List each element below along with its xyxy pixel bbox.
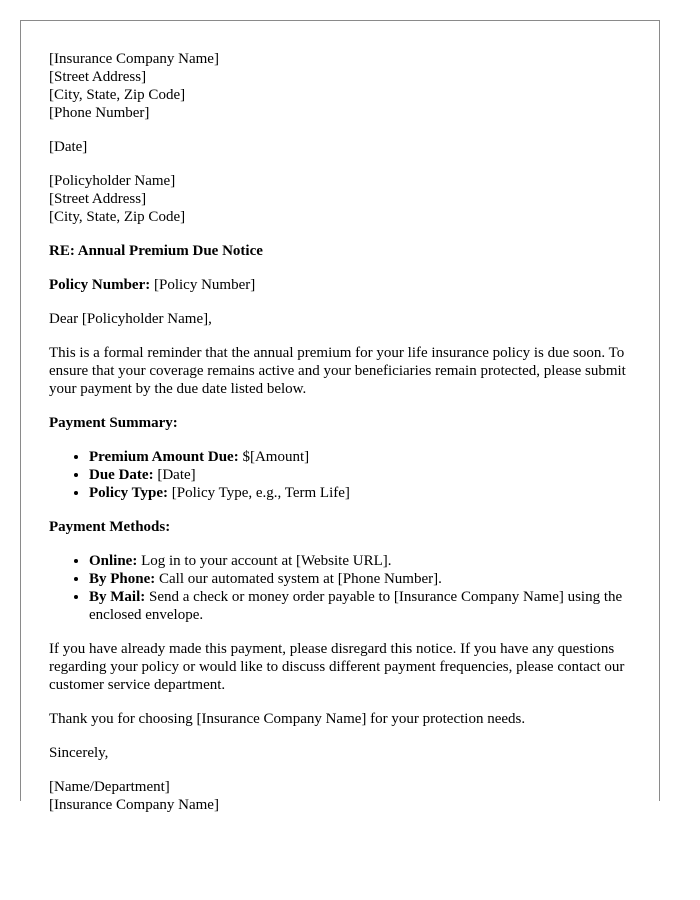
list-item-value: Send a check or money order payable to [Insurance Company Name] using the enclosed envelope. — [89, 589, 623, 623]
policy-number — [49, 276, 631, 294]
list-item-value: [Date] — [153, 467, 196, 483]
letter-date: [Date] — [49, 139, 88, 155]
thanks-paragraph: Thank you for choosing [Insurance Company Name] for your protection needs. — [49, 711, 526, 727]
sender-city: [City, State, Zip Code] — [49, 87, 186, 103]
recipient-name: [Policyholder Name] — [49, 173, 176, 189]
sender-phone: [Phone Number] — [49, 105, 150, 121]
payment-methods-list — [49, 552, 631, 624]
salutation: Dear [Policyholder Name], — [49, 311, 212, 327]
closing-paragraph: If you have already made this payment, please disregard this notice. If you have any questions regarding your policy or would like to discuss different payment frequencies, please contact our customer service department. — [49, 641, 625, 693]
signoff: Sincerely, — [49, 745, 109, 761]
letter-content — [21, 21, 659, 814]
list-item-value: Log in to your account at [Website URL]. — [137, 553, 392, 569]
list-item — [89, 552, 631, 570]
letter-page — [20, 20, 660, 813]
list-item-value: Call our automated system at [Phone Number]. — [155, 571, 442, 587]
list-item-label: By Phone: — [89, 571, 156, 587]
payment-summary-list — [49, 448, 631, 502]
policy-number-label: Policy Number: — [49, 277, 151, 293]
list-item — [89, 466, 631, 484]
sender-company: [Insurance Company Name] — [49, 51, 219, 67]
recipient-street: [Street Address] — [49, 191, 147, 207]
list-item — [89, 448, 631, 466]
sender-address — [49, 50, 631, 122]
intro-paragraph: This is a formal reminder that the annual premium for your life insurance policy is due soon. To ensure that your coverage remains active and your beneficiaries remain protected, please submit your payment by the due date listed below. — [49, 345, 626, 397]
list-item-label: Due Date: — [89, 467, 154, 483]
list-item-label: By Mail: — [89, 589, 146, 605]
signature-company: [Insurance Company Name] — [49, 797, 219, 813]
recipient-address — [49, 172, 631, 226]
list-item — [89, 570, 631, 588]
list-item-label: Premium Amount Due: — [89, 449, 239, 465]
subject-line: RE: Annual Premium Due Notice — [49, 243, 263, 259]
sender-street: [Street Address] — [49, 69, 147, 85]
list-item-value: [Policy Type, e.g., Term Life] — [168, 485, 350, 501]
list-item-label: Online: — [89, 553, 138, 569]
signature-block — [49, 778, 631, 814]
payment-summary-heading: Payment Summary: — [49, 415, 178, 431]
list-item-label: Policy Type: — [89, 485, 169, 501]
payment-methods-heading: Payment Methods: — [49, 519, 171, 535]
list-item-value: $[Amount] — [238, 449, 310, 465]
policy-number-value: [Policy Number] — [150, 277, 256, 293]
list-item — [89, 588, 631, 624]
recipient-city: [City, State, Zip Code] — [49, 209, 186, 225]
list-item — [89, 484, 631, 502]
signature-name: [Name/Department] — [49, 779, 170, 795]
